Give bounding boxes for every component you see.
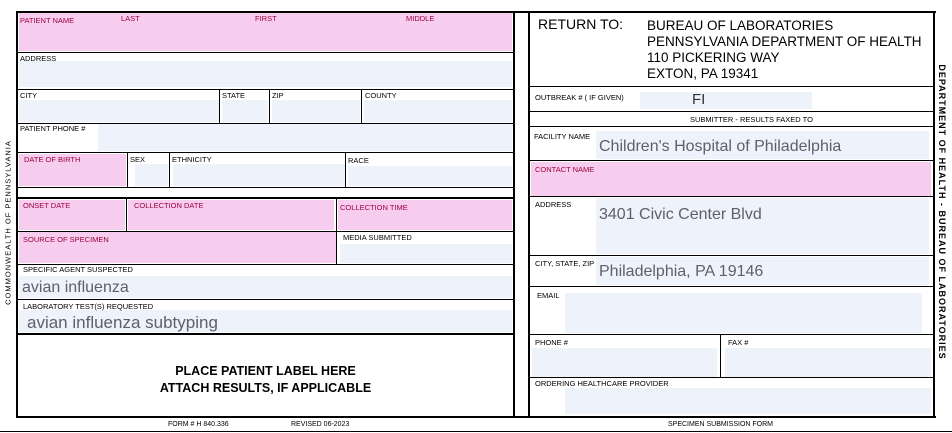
rule — [530, 126, 933, 127]
last-name-label: LAST — [121, 14, 140, 23]
patient-phone-label: PATIENT PHONE # — [20, 124, 86, 133]
rule — [530, 286, 933, 287]
patient-label-area — [18, 335, 513, 415]
rule — [18, 299, 513, 300]
form-title: SPECIMEN SUBMISSION FORM — [668, 421, 774, 428]
divider — [336, 197, 337, 264]
rule — [18, 52, 513, 53]
ordering-provider-label: ORDERING HEALTHCARE PROVIDER — [535, 379, 669, 388]
divider — [126, 197, 127, 231]
divider — [169, 152, 170, 187]
frame-top — [16, 11, 936, 13]
frame-right — [933, 11, 935, 418]
phone-field[interactable] — [532, 348, 717, 377]
outbreak-value[interactable]: FI — [692, 91, 706, 108]
address-field[interactable] — [19, 61, 512, 87]
first-name-label: FIRST — [255, 14, 277, 23]
patient-label-line2: ATTACH RESULTS, IF APPLICABLE — [159, 381, 372, 395]
return-address-line3: 110 PICKERING WAY — [647, 50, 780, 65]
divider — [219, 89, 220, 123]
ordering-provider-field[interactable] — [565, 388, 931, 414]
rule — [530, 160, 933, 161]
address-label: ADDRESS — [20, 54, 57, 63]
form-number: FORM # H 840.336 — [168, 421, 229, 428]
middle-name-label: MIDDLE — [406, 14, 435, 23]
submitter-header: SUBMITTER - RESULTS FAXED TO — [690, 115, 813, 124]
email-label: EMAIL — [537, 291, 560, 300]
patient-name-label: PATIENT NAME — [20, 16, 75, 25]
rule — [530, 86, 933, 87]
city-state-zip-label: CITY, STATE, ZIP — [535, 259, 595, 268]
onset-date-label: ONSET DATE — [23, 201, 71, 210]
zip-label: ZIP — [272, 91, 284, 100]
rule — [18, 152, 513, 153]
outbreak-field[interactable] — [640, 92, 812, 109]
sex-field[interactable] — [135, 164, 168, 186]
specific-agent-value[interactable]: avian influenza — [22, 279, 129, 296]
outbreak-label: OUTBREAK # ( IF GIVEN) — [535, 93, 624, 102]
facility-name-value[interactable]: Children's Hospital of Philadelphia — [599, 138, 842, 155]
contact-name-label: CONTACT NAME — [535, 165, 595, 174]
laboratory-tests-value[interactable]: avian influenza subtyping — [27, 313, 218, 332]
phone-label: PHONE # — [535, 338, 568, 347]
specific-agent-label: SPECIFIC AGENT SUSPECTED — [23, 265, 133, 274]
rule — [18, 89, 513, 90]
patient-label-line1: PLACE PATIENT LABEL HERE — [175, 364, 356, 378]
date-of-birth-label: DATE OF BIRTH — [24, 155, 81, 164]
divider — [345, 152, 346, 187]
rule-thick — [18, 197, 513, 199]
right-margin-text: DEPARTMENT OF HEALTH - BUREAU OF LABORATORIES — [937, 64, 947, 360]
patient-phone-field[interactable] — [98, 124, 512, 151]
media-submitted-label: MEDIA SUBMITTED — [343, 233, 412, 242]
ethnicity-field[interactable] — [173, 164, 345, 186]
rule — [18, 187, 513, 188]
divider — [361, 89, 362, 123]
divider — [720, 334, 721, 377]
state-field[interactable] — [222, 100, 268, 122]
fax-label: FAX # — [728, 338, 749, 347]
return-address-line4: EXTON, PA 19341 — [647, 66, 759, 81]
return-address-line2: PENNSYLVANIA DEPARTMENT OF HEALTH — [647, 34, 922, 49]
frame-bottom — [16, 416, 936, 418]
return-to-label: RETURN TO: — [538, 16, 624, 32]
submitter-address-value[interactable]: 3401 Civic Center Blvd — [599, 206, 762, 223]
frame-middle-2 — [528, 11, 530, 418]
zip-field[interactable] — [272, 100, 360, 122]
rule — [530, 196, 933, 197]
rule — [530, 255, 933, 256]
revised-date: REVISED 06-2023 — [291, 421, 350, 428]
rule — [18, 231, 513, 232]
collection-time-label: COLLECTION TIME — [340, 203, 408, 212]
rule — [530, 377, 933, 378]
divider — [269, 89, 270, 123]
submitter-address-label: ADDRESS — [535, 200, 572, 209]
ethnicity-label: ETHNICITY — [172, 155, 212, 164]
return-address-line1: BUREAU OF LABORATORIES — [647, 18, 834, 33]
fax-field[interactable] — [725, 348, 931, 377]
sex-label: SEX — [130, 155, 146, 164]
left-margin-text: COMMONWEALTH OF PENNSYLVANIA — [3, 140, 13, 305]
footer-line — [0, 431, 952, 432]
race-field[interactable] — [348, 166, 512, 186]
rule — [18, 123, 513, 124]
city-label: CITY — [20, 91, 38, 100]
city-field[interactable] — [19, 100, 219, 122]
race-label: RACE — [348, 156, 369, 165]
collection-date-label: COLLECTION DATE — [134, 201, 204, 210]
county-label: COUNTY — [365, 91, 397, 100]
laboratory-tests-label: LABORATORY TEST(S) REQUESTED — [23, 302, 154, 311]
media-submitted-field[interactable] — [340, 244, 512, 263]
city-state-zip-value[interactable]: Philadelphia, PA 19146 — [599, 263, 764, 280]
rule — [530, 334, 933, 335]
county-field[interactable] — [364, 100, 512, 122]
source-of-specimen-label: SOURCE OF SPECIMEN — [23, 235, 109, 244]
email-field[interactable] — [565, 293, 922, 333]
divider — [127, 152, 128, 187]
state-label: STATE — [222, 91, 246, 100]
rule — [530, 111, 933, 112]
frame-middle — [513, 11, 515, 418]
facility-name-label: FACILITY NAME — [534, 132, 591, 141]
